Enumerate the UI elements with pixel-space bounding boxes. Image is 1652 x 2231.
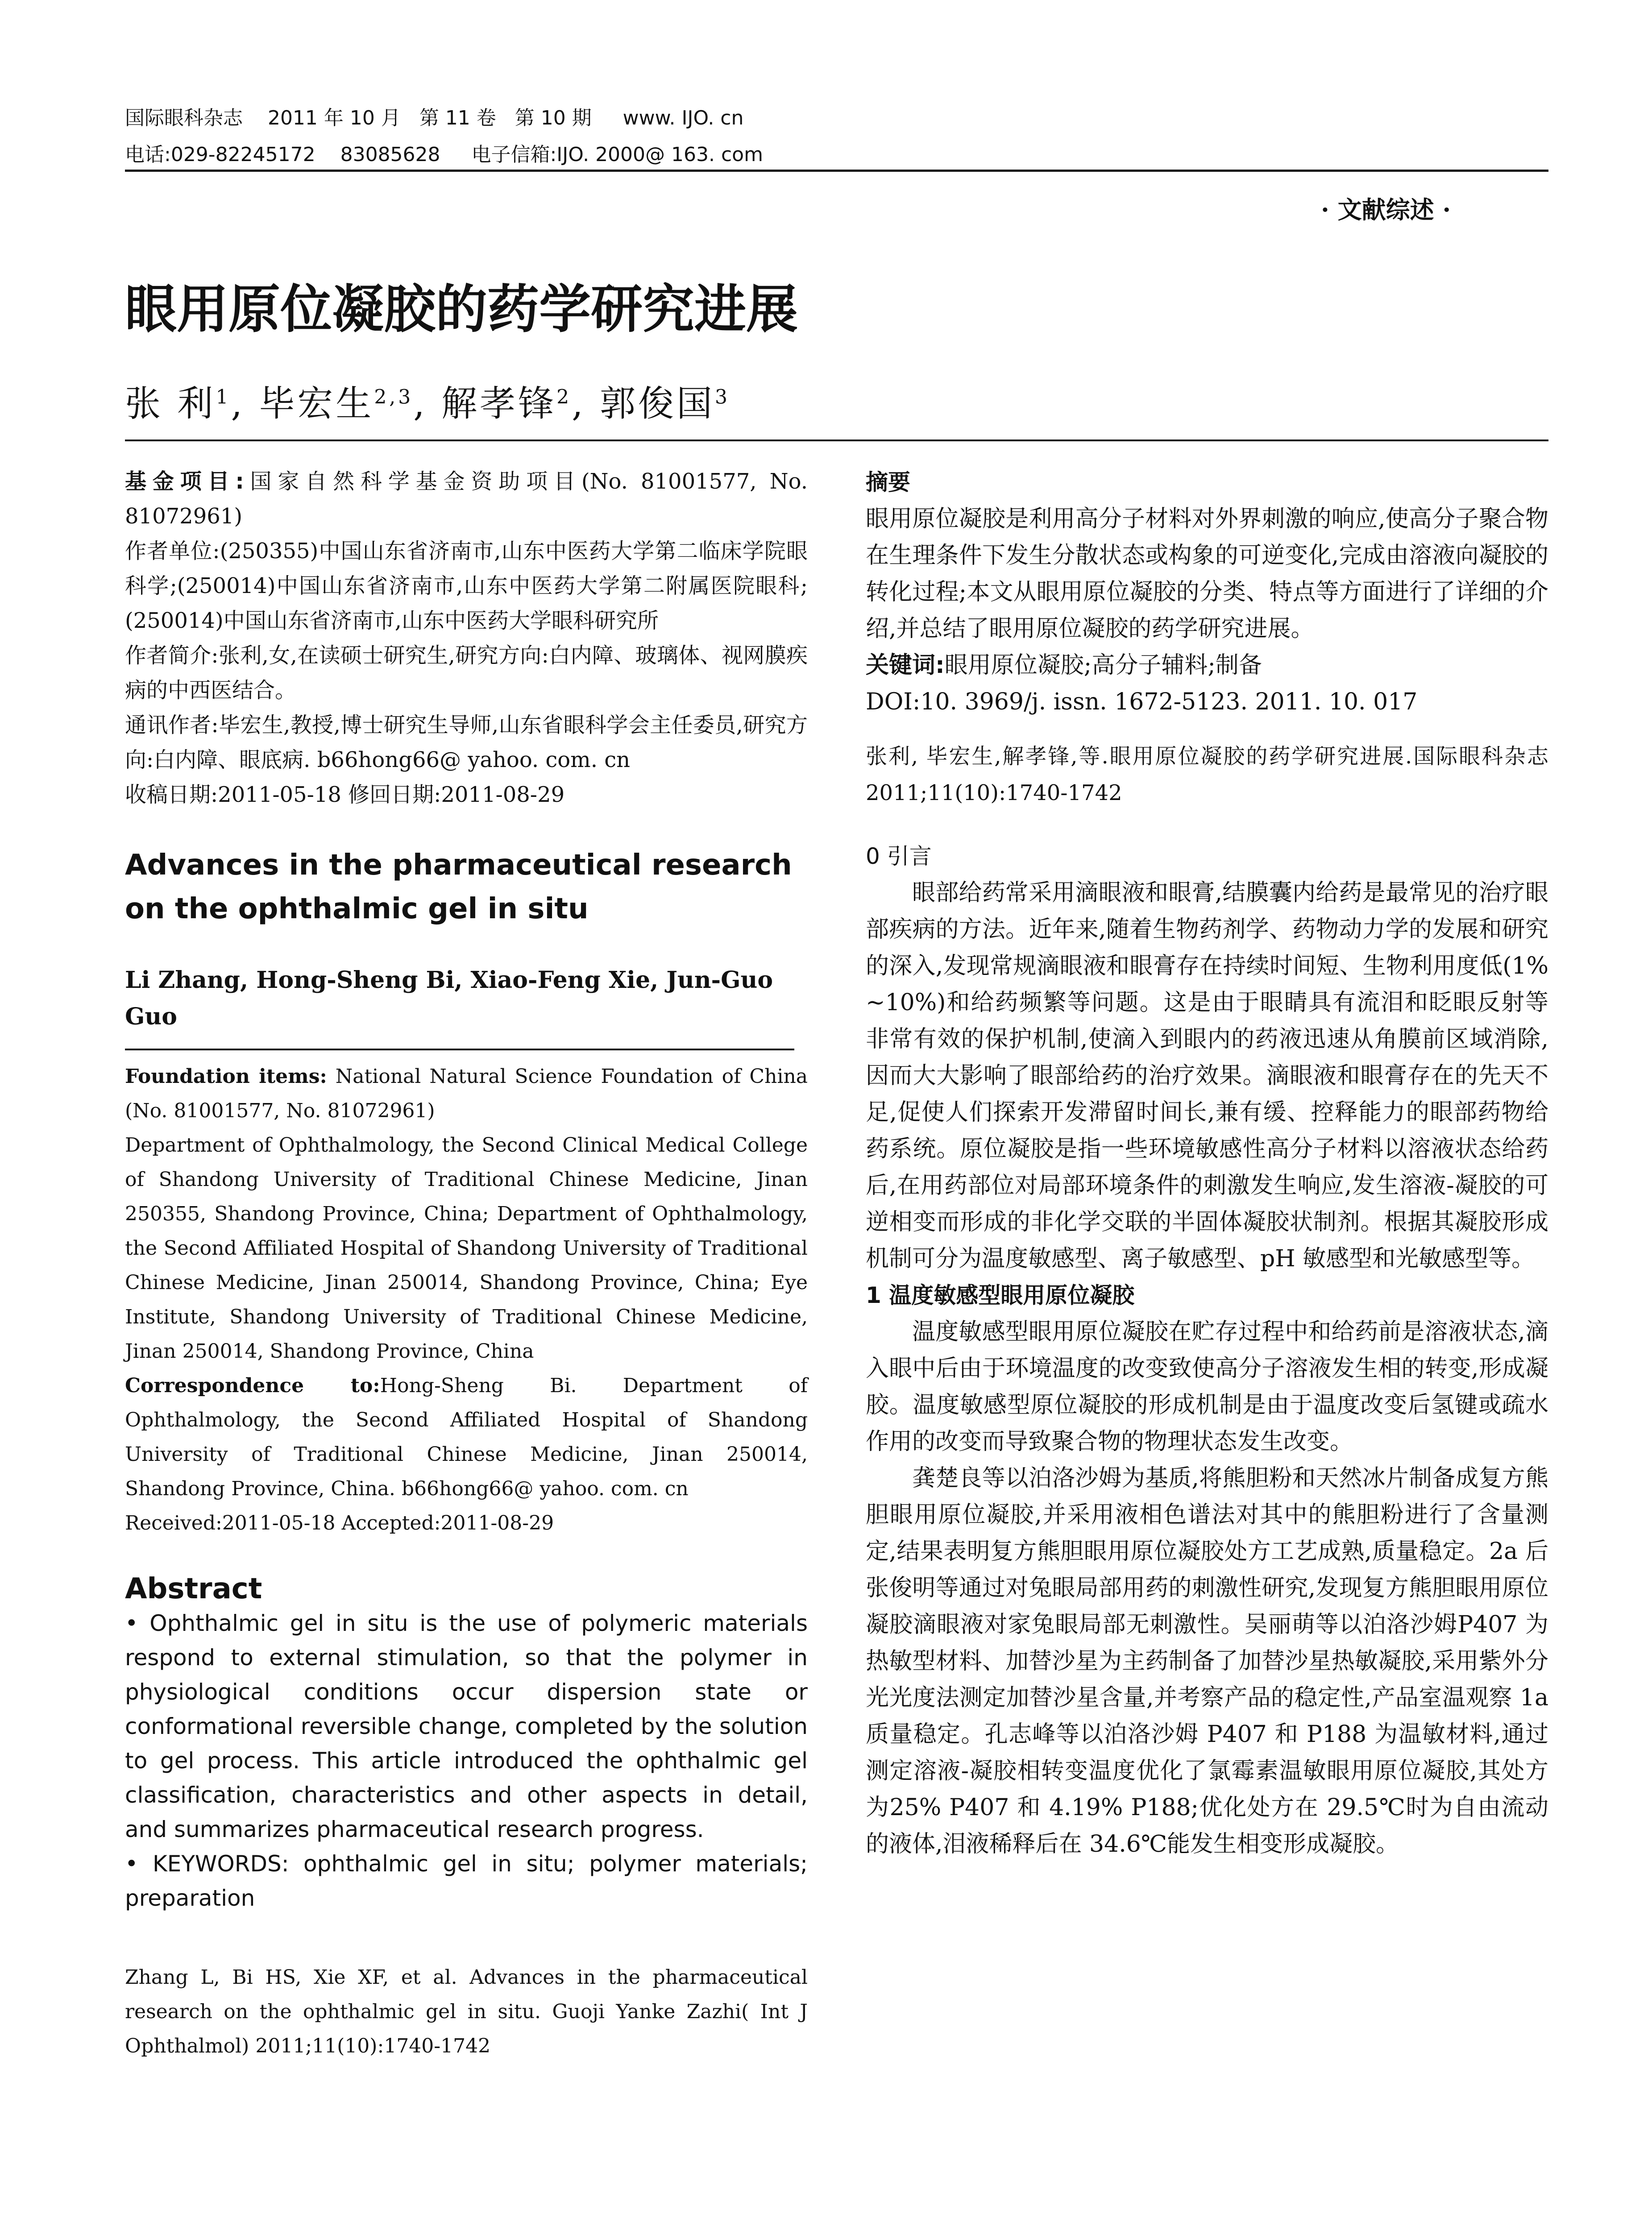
right-column [866, 464, 1548, 1862]
foundation-label: Foundation items: [125, 1065, 327, 1088]
body-paragraph: 温度敏感型眼用原位凝胶在贮存过程中和给药前是溶液状态,滴入眼中后由于环境温度的改变致使高分子溶液发生相的转变,形成凝胶。温度敏感型原位凝胶的形成机制是由于温度改变后氢键或疏水作用的改变而导致聚合物的物理状态发生改变。 [866, 1319, 1548, 1455]
received-dates: 收稿日期:2011-05-18 修回日期:2011-08-29 [125, 782, 565, 807]
english-title: Advances in the pharmaceutical research on the ophthalmic gel in situ [125, 849, 792, 925]
keywords-label: 关键词: [866, 652, 945, 679]
body-paragraph: 眼部给药常采用滴眼液和眼膏,结膜囊内给药是最常见的治疗眼部疾病的方法。近年来,随着生物药剂学、药物动力学的发展和研究的深入,发现常规滴眼液和眼膏存在持续时间短、生物利用度低(1% ~10%)和给药频繁等问题。这是由于眼睛具有流泪和眨眼反射等非常有效的保护机制,使滴入到眼内的药液迅速从角膜前区域消除,因而大大影响了眼部给药的治疗效果。滴眼液和眼膏存在的先天不足,促使人们探索开发滞留时间长,兼有缓、控释能力的眼部药物给药系统。原位凝胶是指一些环境敏感性高分子材料以溶液状态给药后,在用药部位对局部环境条件的刺激发生响应,发生溶液-凝胶的可逆相变而形成的非化学交联的半固体凝胶状制剂。根据其凝胶形成机制可分为温度敏感型、离子敏感型、pH 敏感型和光敏感型等。 [866, 879, 1548, 1272]
correspondence-en [125, 1368, 808, 1506]
correspondence-text: Hong-Sheng Bi. Department of Ophthalmology, the Second Affiliated Hospital of Shandong University of Traditional Chinese Medicine, Jinan 250014, Shandong Province, China. b66hong66@ yahoo. com. cn [125, 1374, 808, 1500]
header-rule [125, 170, 1548, 172]
author-affiliation: 2,3 [374, 386, 414, 409]
author-units: 作者单位:(250355)中国山东省济南市,山东中医药大学第二临床学院眼科学;(250014)中国山东省济南市,山东中医药大学第二附属医院眼科;(250014)中国山东省济南市,山东中医药大学眼科研究所 [125, 539, 808, 633]
english-authors: Li Zhang, Hong-Sheng Bi, Xiao-Feng Xie, Jun-Guo Guo [125, 966, 773, 1030]
author-affiliation: 2 [556, 386, 572, 409]
left-column [125, 464, 808, 2063]
body-paragraph: 龚楚良等以泊洛沙姆为基质,将熊胆粉和天然冰片制备成复方熊胆眼用原位凝胶,并采用液相色谱法对其中的熊胆粉进行了含量测定,结果表明复方熊胆眼用原位凝胶处方工艺成熟,质量稳定。2a 后张俊明等通过对兔眼局部用药的刺激性研究,发现复方熊胆眼用原位凝胶滴眼液对家兔眼局部无刺激性。吴丽萌等以泊洛沙姆P407 为热敏型材料、加替沙星为主药制备了加替沙星热敏凝胶,采用紫外分光光度法测定加替沙星含量,并考察产品的稳定性,产品室温观察 1a 质量稳定。孔志峰等以泊洛沙姆 P407 和 P188 为温敏材料,通过测定溶液-凝胶相转变温度优化了氯霉素温敏眼用原位凝胶,其处方为25% P407 和 4.19% P188;优化处方在 29.5℃时为自由流动的液体,泪液稀释后在 34.6℃能发生相变形成凝胶。 [866, 1465, 1548, 1858]
section-heading-thermo: 1 温度敏感型眼用原位凝胶 [866, 1282, 1135, 1308]
author-name: 毕宏生 [259, 383, 374, 424]
foundation-items [125, 1059, 808, 1128]
citation-cn: 张利, 毕宏生,解孝锋,等.眼用原位凝胶的药学研究进展.国际眼科杂志 2011;11(10):1740-1742 [866, 744, 1548, 805]
keywords-cn [866, 647, 1548, 684]
corresponding-author: 通讯作者:毕宏生,教授,博士研究生导师,山东省眼科学会主任委员,研究方向:白内障、眼底病. b66hong66@ yahoo. com. cn [125, 713, 808, 772]
author-bio: 作者简介:张利,女,在读硕士研究生,研究方向:白内障、玻璃体、视网膜疾病的中西医结合。 [125, 643, 808, 703]
author-affiliation: 3 [715, 386, 731, 409]
keywords-en: • KEYWORDS: ophthalmic gel in situ; polymer materials; preparation [125, 1851, 808, 1911]
abstract-heading-cn: 摘要 [866, 469, 910, 495]
department-list: Department of Ophthalmology, the Second Clinical Medical College of Shandong University of Traditional Chinese Medicine, Jinan 250355, Shandong Province, China; Department of Ophthalmology, the Second Affiliated Hospital of Shandong University of Traditional Chinese Medicine, Jinan 250014, Shandong Province, China; Eye Institute, Shandong University of Traditional Chinese Medicine, Jinan 250014, Shandong Province, China [125, 1134, 808, 1363]
fund-label: 基金项目: [125, 469, 244, 494]
abstract-text-cn: 眼用原位凝胶是利用高分子材料对外界刺激的响应,使高分子聚合物在生理条件下发生分散状态或构象的可逆变化,完成由溶液向凝胶的转化过程;本文从眼用原位凝胶的分类、特点等方面进行了详细的介绍,并总结了眼用原位凝胶的药学研究进展。 [866, 506, 1548, 642]
english-author-rule [125, 1035, 794, 1050]
author-name: 解孝锋 [441, 383, 557, 424]
abstract-text-en: • Ophthalmic gel in situ is the use of polymeric materials respond to external stimulation, so that the polymer in physiological conditions occur dispersion state or conformational reversible change, completed by the solution to gel process. This article introduced the ophthalmic gel classification, characteristics and other aspects in detail, and summarizes pharmaceutical research progress. [125, 1610, 808, 1842]
author-name: 张 利 [125, 383, 216, 424]
journal-header-line1: 国际眼科杂志 2011 年 10 月 第 11 卷 第 10 期 www. IJO. cn [125, 107, 744, 129]
citation-en: Zhang L, Bi HS, Xie XF, et al. Advances in the pharmaceutical research on the ophthalmic gel in situ. Guoji Yanke Zazhi( Int J Ophthalmol) 2011;11(10):1740-1742 [125, 1966, 808, 2057]
fund-info [125, 464, 808, 534]
journal-header-line2: 电话:029-82245172 83085628 电子信箱:IJO. 2000@ 163. com [125, 143, 763, 166]
received-accepted: Received:2011-05-18 Accepted:2011-08-29 [125, 1512, 554, 1534]
section-heading-intro: 0 引言 [866, 843, 932, 869]
title-rule [125, 440, 1548, 441]
fund-text: 国家自然科学基金资助项目(No. 81001577, No. 81072961) [125, 469, 808, 529]
abstract-heading-en: Abstract [125, 1572, 262, 1605]
article-title: 眼用原位凝胶的药学研究进展 [125, 279, 798, 340]
keywords-text: 眼用原位凝胶;高分子辅料;制备 [944, 652, 1262, 679]
foundation-text: National Natural Science Foundation of China (No. 81001577, No. 81072961) [125, 1065, 808, 1122]
author-affiliation: 1 [216, 386, 231, 409]
doi: DOI:10. 3969/j. issn. 1672-5123. 2011. 10. 017 [866, 688, 1418, 715]
section-tag: · 文献综述 · [1321, 195, 1451, 224]
author-list: 张 利$^1$, 毕宏生$^{2,3}$, 解孝锋$^2$, 郭俊国$^3$ [125, 383, 731, 424]
correspondence-label: Correspondence to: [125, 1374, 380, 1397]
author-name: 郭俊国 [600, 383, 715, 424]
